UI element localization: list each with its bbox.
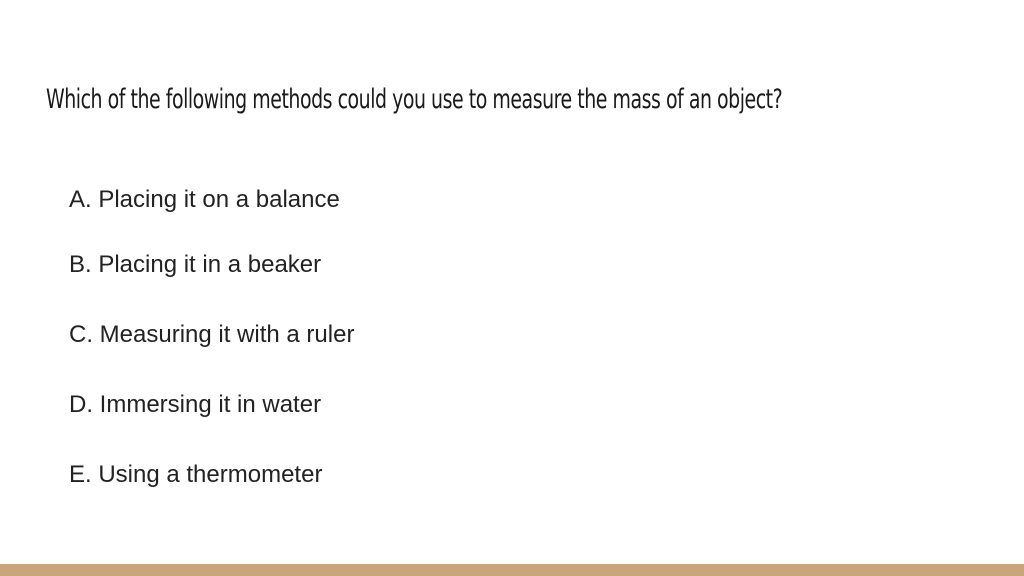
- option-a[interactable]: A. Placing it on a balance: [69, 186, 340, 213]
- option-b[interactable]: B. Placing it in a beaker: [69, 251, 322, 278]
- option-c[interactable]: C. Measuring it with a ruler: [69, 321, 355, 348]
- footer-accent-bar: [0, 564, 1024, 576]
- question-title: Which of the following methods could you use to measure the mass of an object?: [46, 84, 783, 115]
- option-e[interactable]: E. Using a thermometer: [69, 461, 323, 488]
- option-d[interactable]: D. Immersing it in water: [69, 391, 322, 418]
